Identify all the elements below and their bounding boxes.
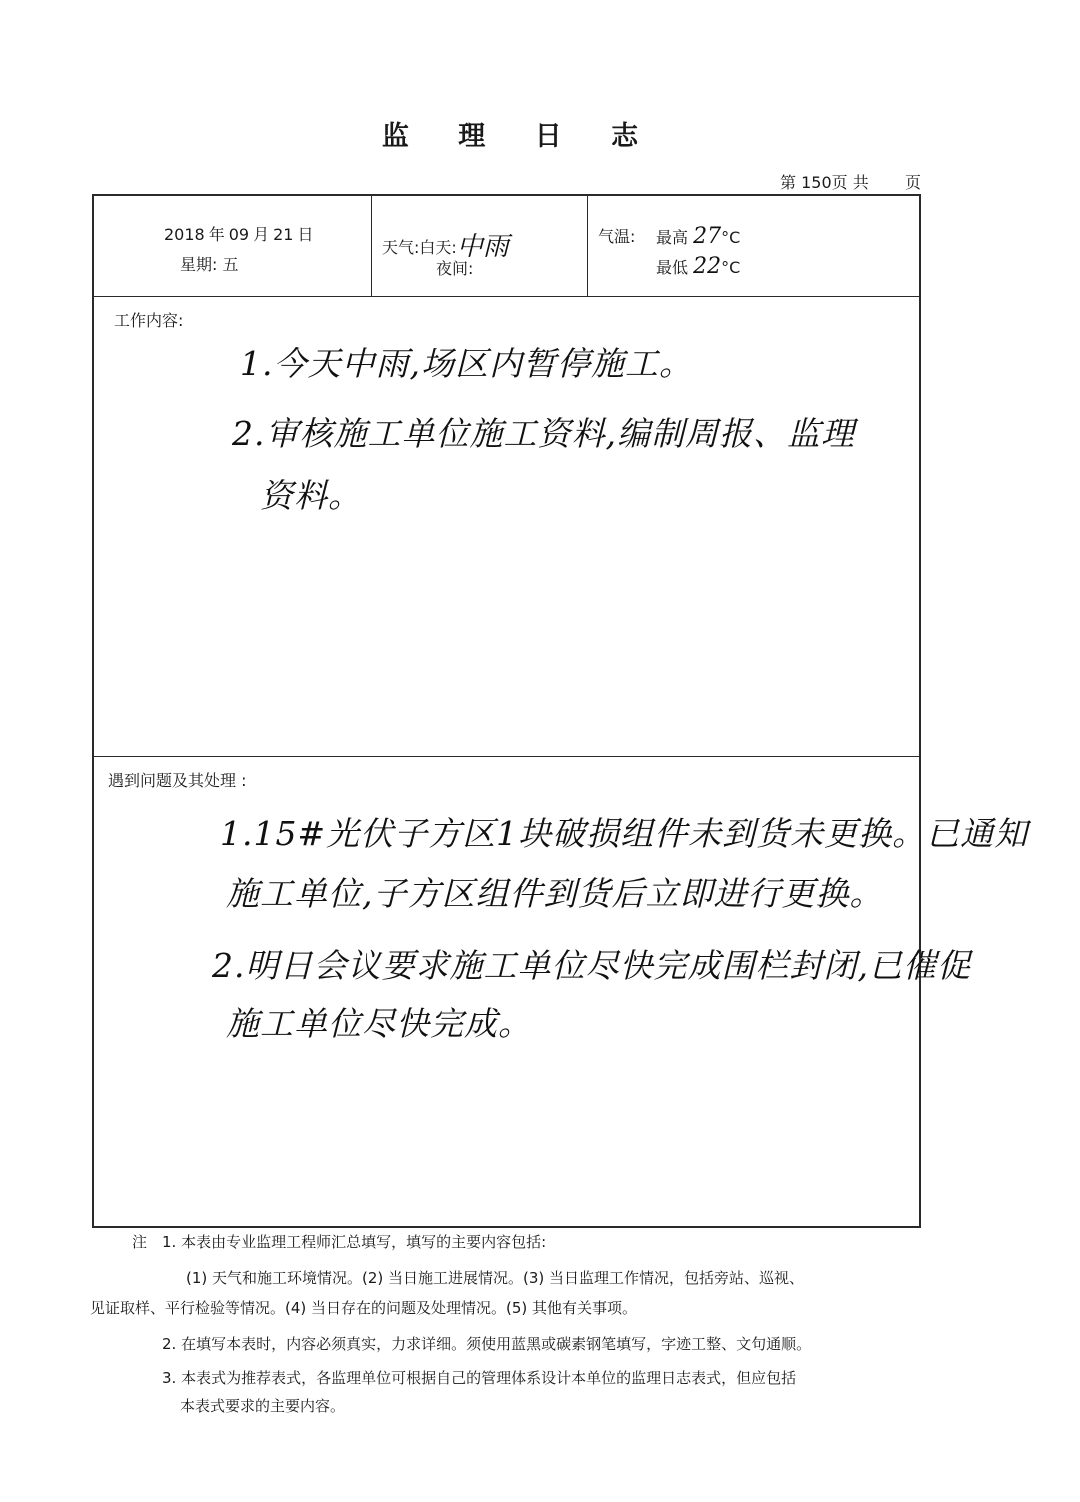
work-content-section — [94, 296, 919, 757]
temperature-high: 最高 27°C — [656, 224, 741, 249]
work-line-3: 资料。 — [260, 476, 362, 515]
note-1-detail-b: 见证取样、平行检验等情况。(4) 当日存在的问题及处理情况。(5) 其他有关事项。 — [90, 1299, 638, 1317]
day-weather-value: 中雨 — [456, 232, 509, 262]
problem-line-3: 2.明日会议要求施工单位尽快完成围栏封闭,已催促 — [212, 946, 971, 985]
page-mid: 页 共 — [831, 173, 869, 192]
weather-cell — [372, 196, 588, 296]
note-3a: 3. 本表式为推荐表式，各监理单位可根据自己的管理体系设计本单位的监理日志表式，但应包括 — [162, 1369, 797, 1387]
date-day: 21 — [273, 225, 294, 244]
problem-line-1: 1.15#光伏子方区1块破损组件未到货未更换。已通知 — [220, 814, 1029, 853]
notes-label: 注 — [132, 1233, 148, 1251]
high-temp-value: 27 — [693, 224, 722, 249]
temperature-cell — [588, 196, 918, 296]
note-3b: 本表式要求的主要内容。 — [180, 1397, 346, 1415]
date-year: 2018 — [164, 225, 205, 244]
weather-night-line: 夜间: — [436, 259, 474, 278]
header-row — [94, 196, 919, 297]
date-line: 2018 年 09 月 21 日 — [164, 225, 314, 244]
log-form — [92, 194, 1029, 1228]
weather-day-line: 天气:白天:中雨 — [382, 232, 509, 262]
page-prefix: 第 — [780, 173, 797, 192]
problem-line-4: 施工单位尽快完成。 — [226, 1004, 532, 1043]
work-line-1: 1.今天中雨,场区内暂停施工。 — [240, 344, 693, 383]
low-temp-value: 22 — [693, 254, 722, 279]
problems-label: 遇到问题及其处理 : — [108, 771, 247, 790]
page-number — [780, 170, 921, 193]
page-suffix: 页 — [904, 173, 921, 192]
work-content-label: 工作内容: — [114, 311, 184, 330]
note-2: 2. 在填写本表时，内容必须真实，力求详细。须使用蓝黑或碳素钢笔填写，字迹工整、文句通顺。 — [162, 1335, 812, 1353]
note-1-detail-a: (1) 天气和施工环境情况。(2) 当日施工进展情况。(3) 当日监理工作情况，包括旁站、巡视、 — [186, 1269, 805, 1287]
date-month: 09 — [228, 225, 250, 244]
weekday-line: 星期: 五 — [180, 255, 239, 274]
work-line-2: 2.审核施工单位施工资料,编制周报、监理 — [232, 414, 855, 453]
problems-section — [94, 756, 1029, 1226]
weekday-value: 五 — [222, 255, 239, 274]
page-title: 监 理 日 志 — [381, 121, 659, 152]
note-1: 1. 本表由专业监理工程师汇总填写，填写的主要内容包括: — [162, 1233, 547, 1251]
temperature-label: 气温: — [598, 227, 636, 246]
date-cell — [112, 196, 372, 296]
problem-line-2: 施工单位,子方区组件到货后立即进行更换。 — [226, 874, 884, 913]
temperature-low: 最低 22°C — [656, 254, 741, 279]
page-current: 150 — [801, 173, 832, 192]
